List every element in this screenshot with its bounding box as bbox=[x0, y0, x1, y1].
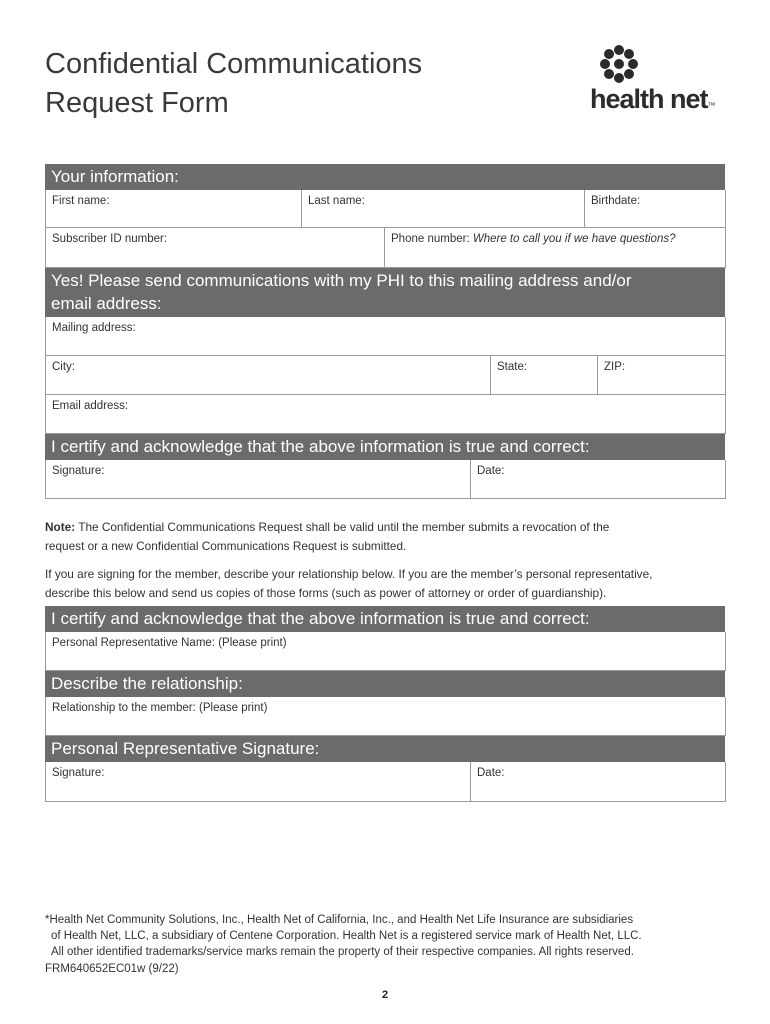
representative-date-field[interactable] bbox=[471, 762, 726, 802]
representative-date-label: Date: bbox=[477, 767, 505, 779]
signature-label: Signature: bbox=[52, 465, 105, 477]
first-name-field[interactable] bbox=[45, 190, 302, 228]
relationship-field[interactable] bbox=[45, 697, 726, 736]
note-paragraph bbox=[45, 518, 735, 556]
mailing-address-field[interactable] bbox=[45, 317, 726, 356]
relationship-heading-text: Describe the relationship: bbox=[51, 674, 243, 693]
page-number: 2 bbox=[381, 989, 389, 1001]
representative-signature-row bbox=[45, 762, 726, 802]
logo-text: health net bbox=[590, 84, 708, 114]
representative-signature-heading-text: Personal Representative Signature: bbox=[51, 739, 320, 758]
subscriber-id-field[interactable] bbox=[45, 228, 385, 268]
birthdate-label: Birthdate: bbox=[591, 195, 641, 207]
footer-line-3: All other identified trademarks/service marks remain the property of their respective companies. All rights reserved. bbox=[51, 946, 634, 958]
email-address-field[interactable] bbox=[45, 395, 726, 434]
zip-label: ZIP: bbox=[604, 361, 626, 373]
representative-name-field[interactable] bbox=[45, 632, 726, 671]
date-label: Date: bbox=[477, 465, 505, 477]
note-text-line-1: The Confidential Communications Request shall be valid until the member submits a revocation of the bbox=[78, 520, 610, 534]
signing-instructions-line-1: If you are signing for the member, describe your relationship below. If you are the member’s personal representative, bbox=[45, 567, 653, 581]
zip-field[interactable] bbox=[598, 356, 726, 395]
mailing-heading bbox=[45, 268, 725, 317]
state-field[interactable] bbox=[491, 356, 598, 395]
phone-number-hint: Where to call you if we have questions? bbox=[472, 233, 676, 245]
title-line-2: Request Form bbox=[45, 87, 229, 119]
representative-signature-field[interactable] bbox=[45, 762, 471, 802]
phone-number-field[interactable] bbox=[385, 228, 726, 268]
signature-date-row bbox=[45, 460, 726, 499]
mailing-heading-line-2: email address: bbox=[51, 294, 162, 313]
logo-wordmark bbox=[590, 84, 716, 115]
representative-certify-heading-text: I certify and acknowledge that the above information is true and correct: bbox=[51, 609, 590, 628]
last-name-field[interactable] bbox=[302, 190, 585, 228]
note-text-line-2: request or a new Confidential Communications Request is submitted. bbox=[45, 539, 407, 553]
certify-heading-text: I certify and acknowledge that the above information is true and correct: bbox=[51, 437, 590, 456]
date-field[interactable] bbox=[471, 460, 726, 499]
last-name-label: Last name: bbox=[308, 195, 365, 207]
representative-signature-label: Signature: bbox=[52, 767, 105, 779]
your-information-heading-text: Your information: bbox=[51, 167, 179, 186]
first-name-label: First name: bbox=[52, 195, 110, 207]
mailing-address-row bbox=[45, 317, 726, 356]
phone-number-label: Phone number: bbox=[391, 233, 470, 245]
email-row bbox=[45, 395, 726, 434]
representative-name-label: Personal Representative Name: (Please print) bbox=[52, 637, 287, 649]
representative-signature-heading bbox=[45, 736, 725, 762]
signature-field[interactable] bbox=[45, 460, 471, 499]
subscriber-id-label: Subscriber ID number: bbox=[52, 233, 168, 245]
health-net-logo bbox=[590, 44, 730, 124]
signing-instructions bbox=[45, 565, 735, 603]
representative-name-row bbox=[45, 632, 726, 671]
city-field[interactable] bbox=[45, 356, 491, 395]
state-label: State: bbox=[497, 361, 528, 373]
relationship-row bbox=[45, 697, 726, 736]
title-line-1: Confidential Communications bbox=[45, 48, 423, 80]
representative-certify-heading bbox=[45, 606, 725, 632]
mailing-heading-line-1: Yes! Please send communications with my PHI to this mailing address and/or bbox=[51, 271, 632, 290]
logo-emblem-icon bbox=[599, 44, 639, 84]
id-phone-row bbox=[45, 228, 726, 268]
footer-line-1: *Health Net Community Solutions, Inc., Health Net of California, Inc., and Health Net Life Insurance are subsidiaries bbox=[45, 914, 634, 926]
certify-heading bbox=[45, 434, 725, 460]
mailing-address-label: Mailing address: bbox=[52, 322, 136, 334]
relationship-label: Relationship to the member: (Please print) bbox=[52, 702, 268, 714]
logo-trademark: ™ bbox=[707, 101, 716, 110]
name-row bbox=[45, 190, 726, 228]
city-label: City: bbox=[52, 361, 75, 373]
note-label: Note: bbox=[45, 520, 76, 534]
signing-instructions-line-2: describe this below and send us copies of those forms (such as power of attorney or order of guardianship). bbox=[45, 586, 607, 600]
footer-line-2: of Health Net, LLC, a subsidiary of Centene Corporation. Health Net is a registered service mark of Health Net, LLC. bbox=[51, 930, 642, 942]
city-state-zip-row bbox=[45, 356, 726, 395]
form-number: FRM640652EC01w (9/22) bbox=[45, 963, 179, 975]
your-information-heading bbox=[45, 164, 725, 190]
page-title bbox=[45, 45, 525, 123]
footer-disclaimer bbox=[45, 912, 735, 960]
relationship-heading bbox=[45, 671, 725, 697]
birthdate-field[interactable] bbox=[585, 190, 726, 228]
email-address-label: Email address: bbox=[52, 400, 129, 412]
